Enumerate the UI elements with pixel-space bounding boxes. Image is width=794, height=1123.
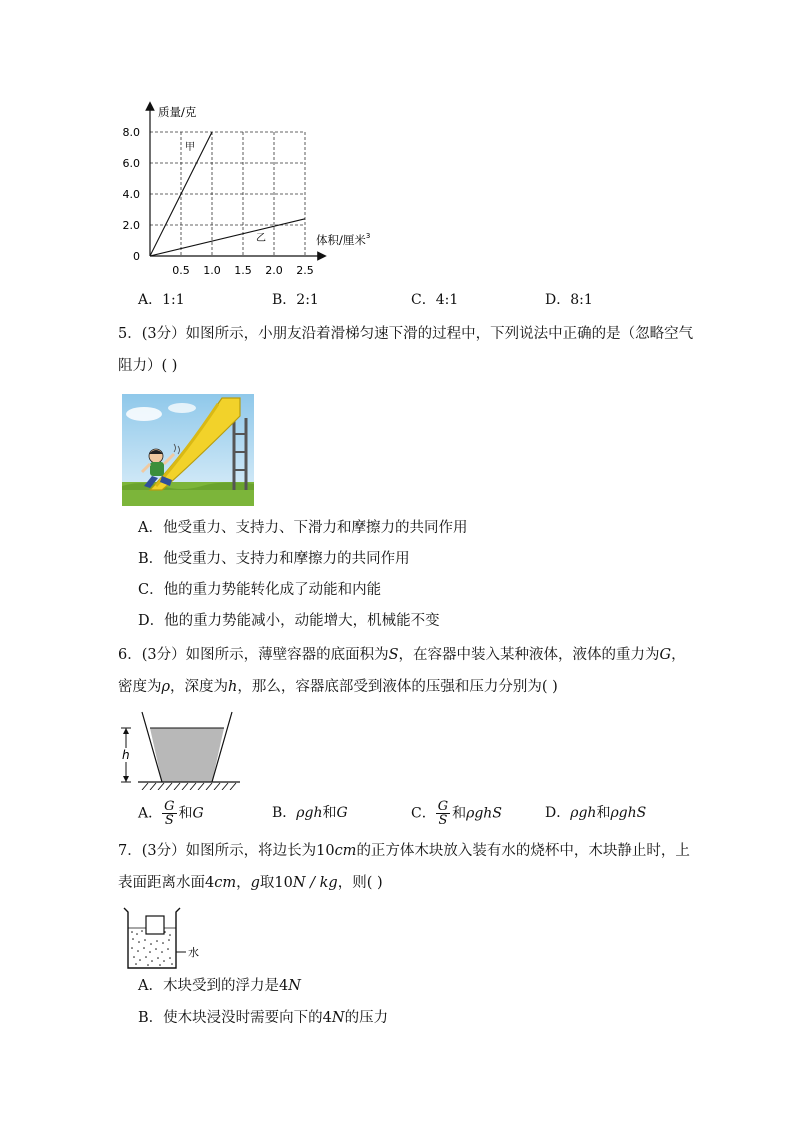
- q6-option-a-and: 和: [178, 805, 193, 822]
- q7-stem2-text-a: 表面距离水面: [118, 875, 205, 891]
- x-tick-label: 1.0: [203, 264, 221, 277]
- y-tick-label: 6.0: [122, 157, 140, 170]
- q4-option-c-text: 4:1: [435, 292, 459, 308]
- container-figure: [116, 708, 240, 790]
- x-axis-label-sup: 3: [365, 232, 371, 240]
- fraction-num: G: [437, 799, 449, 814]
- q6-option-a-second: G: [192, 805, 204, 822]
- x-tick-label: 2.0: [265, 264, 283, 277]
- y-tick-label: 0: [133, 250, 140, 263]
- water-label: 水: [188, 946, 199, 959]
- q7-option-a: [138, 976, 301, 996]
- q4-option-a-letter: A．: [138, 292, 163, 308]
- q7-stem2-text-b: ，: [236, 875, 251, 891]
- q6-option-c-and: 和: [452, 805, 467, 822]
- q6-var-s: S: [388, 647, 399, 663]
- q4-option-d-text: 8:1: [570, 292, 593, 308]
- q7-stem-text-a: 7．(3分）如图所示，将边长为: [118, 843, 317, 859]
- q7-option-b: [138, 1008, 388, 1028]
- x-axis-label-text: 体积/厘米: [316, 233, 366, 247]
- series-label-jia: 甲: [185, 142, 195, 153]
- q6-option-b-and: 和: [322, 805, 337, 821]
- q5-option-c: C．他的重力势能转化成了动能和内能: [138, 582, 382, 598]
- x-tick-label: 2.5: [296, 264, 314, 277]
- fraction-den: S: [164, 813, 174, 828]
- q7-stem2-text-d: ，则( ): [337, 875, 383, 891]
- q6-option-b-letter: B．: [272, 805, 297, 821]
- q6-option-d-letter: D．: [545, 805, 571, 821]
- fraction-g-over-s: [436, 800, 450, 827]
- q6-option-b-second: G: [336, 805, 348, 821]
- q5-option-d: D．他的重力势能减小，动能增大，机械能不变: [138, 613, 440, 629]
- x-tick-label: 0.5: [172, 264, 190, 277]
- q6-stem2-text-c: ，那么，容器底部受到液体的压强和压力分别为( ): [237, 679, 558, 695]
- q4-option-c: [411, 290, 458, 310]
- q5-stem-line2: 阻力）( ): [118, 358, 178, 374]
- depth-label-h: h: [122, 748, 130, 762]
- q7-value-g: 10: [274, 875, 293, 891]
- series-label-yi: 乙: [256, 233, 266, 244]
- q4-option-d-letter: D．: [545, 292, 571, 308]
- q6-option-b: [272, 803, 348, 823]
- mass-volume-chart: [110, 98, 410, 283]
- q4-option-a-text: 1:1: [162, 292, 185, 308]
- x-tick-label: 1.5: [234, 264, 252, 277]
- q4-option-d: [545, 290, 593, 310]
- fraction-g-over-s: [162, 800, 176, 827]
- q6-var-h: h: [228, 679, 238, 695]
- q7-value-depth: 4: [205, 875, 215, 891]
- q7-option-b-text: B．使木块浸没时需要向下的: [138, 1010, 323, 1026]
- y-tick-labels: [123, 126, 141, 263]
- q6-stem-line1: [118, 645, 686, 665]
- q7-option-a-text: A．木块受到的浮力是: [138, 978, 279, 994]
- beaker-figure: [120, 904, 210, 970]
- q6-option-b-first: ρgh: [296, 805, 323, 821]
- q7-option-b-value: 4: [322, 1010, 332, 1026]
- fraction-den: S: [438, 813, 448, 828]
- slide-illustration: [122, 394, 254, 506]
- q6-var-rho: ρ: [161, 679, 171, 695]
- q7-option-a-value: 4: [278, 978, 289, 994]
- series-line-yi: [150, 219, 305, 256]
- q4-option-a: [138, 290, 185, 310]
- q6-option-c-second: ρghS: [466, 805, 502, 822]
- q6-option-d-first: ρgh: [570, 805, 597, 821]
- q6-option-a-letter: A．: [138, 805, 163, 822]
- q6-stem-text-a: 6．(3分）如图所示，薄壁容器的底面积为: [118, 647, 389, 663]
- q6-stem-text-c: ，: [671, 647, 686, 663]
- q5-stem-line1: 5．(3分）如图所示，小朋友沿着滑梯匀速下滑的过程中，下列说法中正确的是（忽略空气: [118, 326, 694, 342]
- q5-option-a: A．他受重力、支持力、下滑力和摩擦力的共同作用: [138, 520, 468, 536]
- q7-option-b-unit: N: [331, 1010, 345, 1026]
- y-tick-label: 8.0: [122, 126, 140, 139]
- q6-option-a: [138, 800, 204, 827]
- y-axis-label: 质量/克: [158, 105, 197, 119]
- y-tick-label: 2.0: [122, 219, 140, 232]
- q7-unit-cm: cm: [334, 843, 357, 859]
- fraction-num: G: [164, 799, 175, 814]
- q6-option-d-and: 和: [596, 805, 611, 821]
- q4-option-b-text: 2:1: [296, 292, 319, 308]
- q4-option-b-letter: B．: [272, 292, 297, 308]
- q7-var-g: g: [250, 875, 260, 891]
- x-tick-labels: [172, 264, 314, 277]
- q6-option-c: [411, 800, 502, 827]
- q6-stem-line2: [118, 677, 558, 697]
- y-tick-label: 4.0: [122, 188, 140, 201]
- q6-stem2-text-b: ，深度为: [170, 679, 229, 695]
- q7-option-b-text-2: 的压力: [344, 1010, 389, 1026]
- q7-value-side: 10: [316, 843, 335, 859]
- q4-option-b: [272, 290, 319, 310]
- q7-option-a-unit: N: [288, 978, 301, 994]
- q6-option-d-second: ρghS: [610, 805, 647, 821]
- q7-unit-n-per-kg: N / kg: [292, 875, 338, 891]
- q6-stem-text-b: ，在容器中装入某种液体，液体的重力为: [398, 647, 660, 663]
- x-axis-label: [316, 232, 370, 247]
- q6-stem2-text-a: 密度为: [118, 679, 162, 695]
- q6-var-g: G: [659, 647, 672, 663]
- q7-stem-text-b: 的正方体木块放入装有水的烧杯中，木块静止时，上: [356, 843, 690, 859]
- q6-option-c-letter: C．: [411, 805, 436, 822]
- q7-unit-cm-2: cm: [214, 875, 237, 891]
- q7-stem2-text-c: 取: [259, 875, 275, 891]
- q7-stem-line2: [118, 873, 383, 893]
- q4-option-c-letter: C．: [411, 292, 436, 308]
- q7-stem-line1: [118, 841, 690, 861]
- q5-option-b: B．他受重力、支持力和摩擦力的共同作用: [138, 551, 410, 567]
- q6-option-d: [545, 803, 646, 823]
